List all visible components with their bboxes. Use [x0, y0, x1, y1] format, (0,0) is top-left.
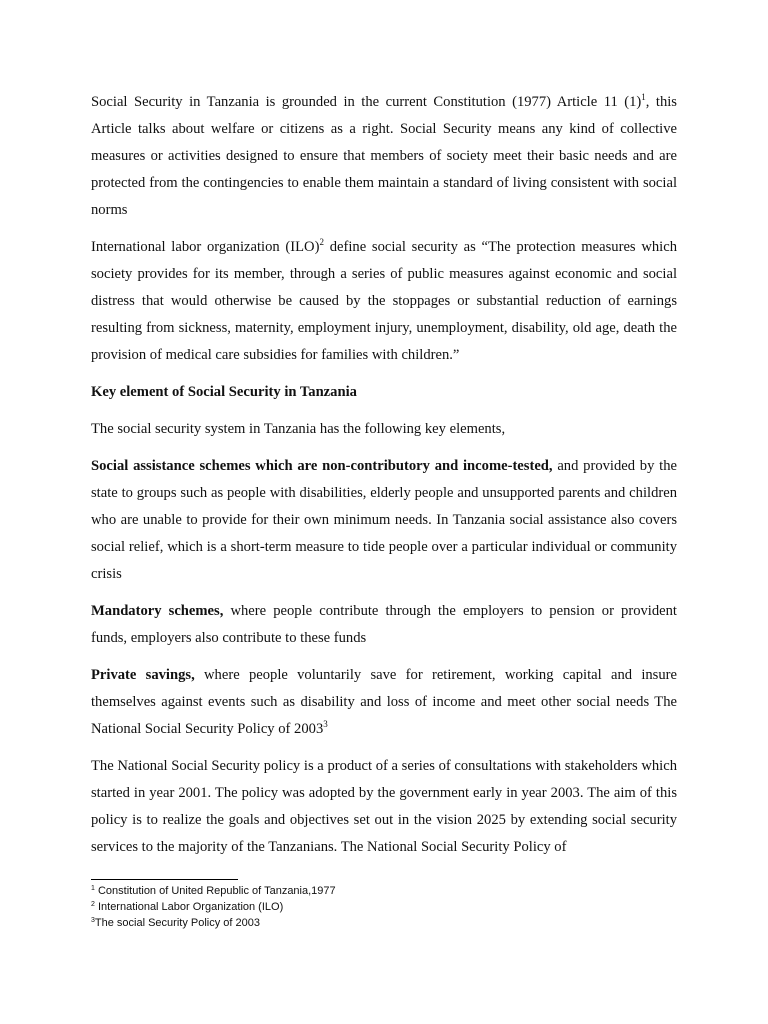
- paragraph-ilo-definition: [91, 234, 677, 369]
- paragraph-text: define social security as “The protection measures which society provides for its member, through a series of public measures against economic and social distress that would otherwise be caused by the stoppages or substantial reduction of earnings resulting from sickness, maternity, employment injury, unemployment, disability, old age, death the provision of medical care subsidies for families with children.”: [91, 239, 678, 363]
- footnote-3: [91, 915, 491, 931]
- term-mandatory-schemes: Mandatory schemes,: [91, 603, 224, 619]
- paragraph-national-policy: The National Social Security policy is a product of a series of consultations with stakeholders which started in year 2001. The policy was adopted by the government early in year 2003. The aim of this policy is to realize the goals and objectives set out in the vision 2025 by extending social security services to the majority of the Tanzanians. The National Social Security Policy of: [91, 758, 677, 855]
- footnote-ref-2[interactable]: 2: [319, 237, 324, 247]
- footnote-2: [91, 899, 491, 915]
- footnote-ref-3[interactable]: 3: [323, 719, 328, 729]
- footnote-number: 2: [91, 901, 95, 908]
- paragraph-intro: The social security system in Tanzania has the following key elements,: [91, 421, 506, 437]
- paragraph-text: and provided by the state to groups such as people with disabilities, elderly people and unsupported parents and children who are unable to provide for their own minimum needs. In Tanzania social assistance also covers social relief, which is a short-term measure to tide people over a particular individual or community crisis: [91, 458, 677, 582]
- paragraph-text: , this Article talks about welfare or citizens as a right. Social Security means any kind of collective measures or activities designed to ensure that members of society meet their basic needs and are protected from the contingencies to enable them maintain a standard of living consistent with social norms: [91, 94, 677, 218]
- footnote-ref-1[interactable]: 1: [641, 92, 646, 102]
- paragraph-constitution: [91, 89, 677, 224]
- footnote-text: The social Security Policy of 2003: [94, 917, 260, 929]
- paragraph-text: where people contribute through the employers to pension or provident funds, employers also contribute to these funds: [91, 603, 677, 646]
- section-heading: Key element of Social Security in Tanzania: [91, 384, 357, 400]
- term-social-assistance: Social assistance schemes which are non-contributory and income-tested,: [91, 458, 553, 474]
- paragraph-private-savings: [91, 662, 677, 743]
- paragraph-text: where people voluntarily save for retirement, working capital and insure themselves against events such as disability and loss of income and meet other social needs The National Social Security Policy of 2003: [91, 667, 677, 737]
- paragraph-mandatory-schemes: [91, 598, 677, 652]
- footnote-1: [91, 883, 491, 899]
- footnote-number: 1: [91, 885, 95, 892]
- paragraph-text: International labor organization (ILO): [91, 239, 320, 255]
- paragraph-text: Social Security in Tanzania is grounded in the current Constitution (1977) Article 11 (1): [91, 94, 642, 110]
- footnote-number: 3: [91, 917, 95, 924]
- footnote-text: Constitution of United Republic of Tanzania,1977: [94, 885, 336, 897]
- footnote-text: International Labor Organization (ILO): [94, 901, 284, 913]
- footnote-separator: [91, 879, 238, 880]
- document-body: [91, 89, 677, 871]
- paragraph-social-assistance: [91, 453, 677, 588]
- footnotes: [91, 883, 491, 931]
- term-private-savings: Private savings,: [91, 667, 195, 683]
